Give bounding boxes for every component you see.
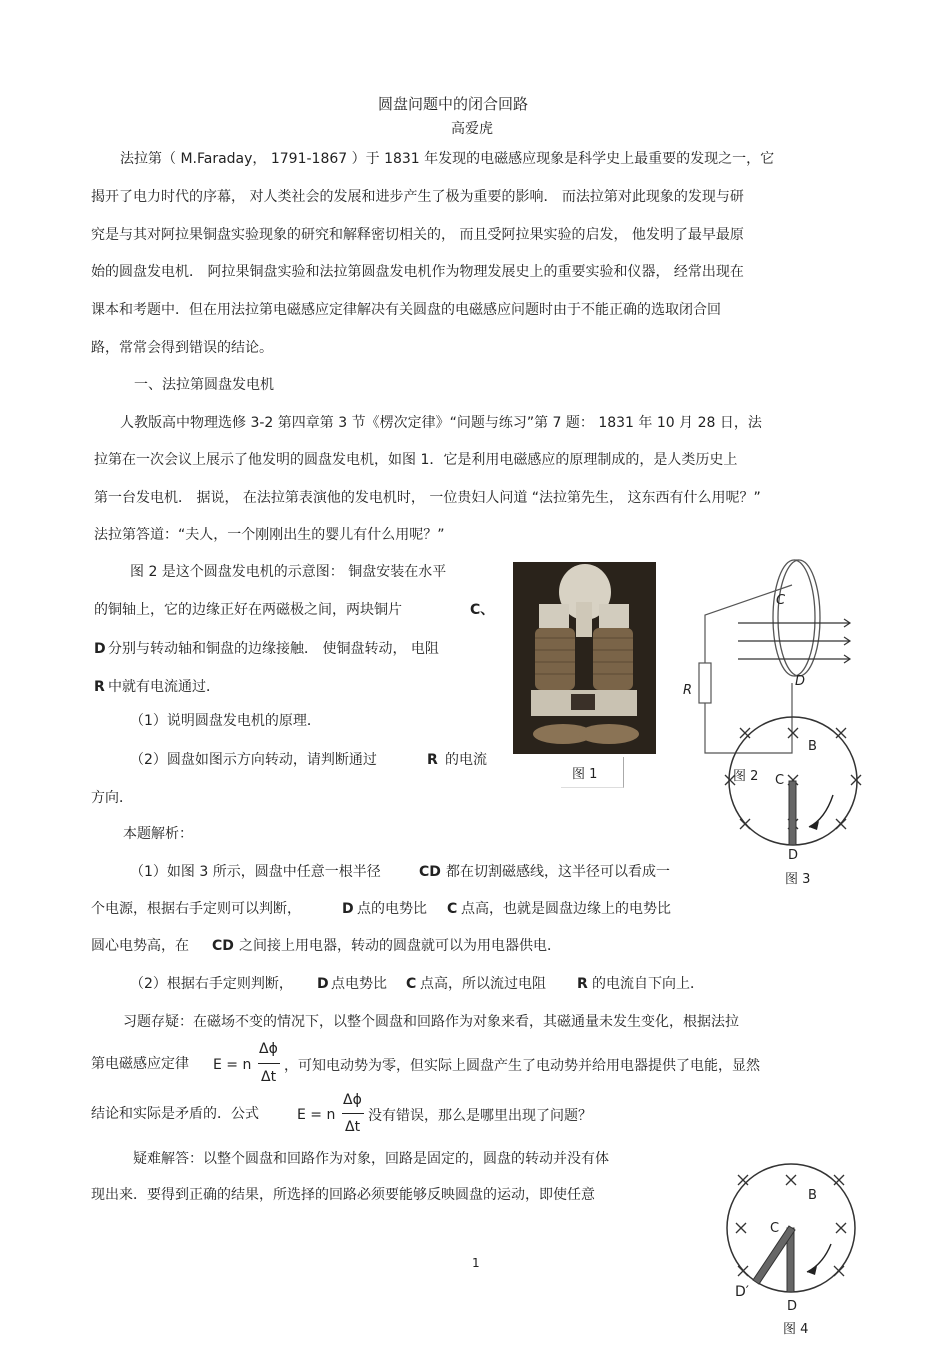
formula2-lhs: E = n [297, 1107, 336, 1123]
formula-lhs: E = n [213, 1057, 252, 1073]
doubt-line3b: 没有错误，那么是哪里出现了问题？ [368, 1108, 592, 1124]
analysis1-l3b: CD [212, 938, 234, 954]
para2-line1: 人教版高中物理选修 3-2 第四章第 3 节《楞次定律》“问题与练习”第 7 题： 1831 年 10 月 28 日，法 [120, 415, 762, 431]
doubt-line3a: 结论和实际是矛盾的．公式 [91, 1106, 259, 1122]
figure2-label-r: R [683, 683, 693, 698]
answer-line1: 疑难解答：以整个圆盘和回路作为对象，回路是固定的，圆盘的转动并没有体 [133, 1151, 609, 1167]
analysis1-l3c: 之间接上用电器，转动的圆盘就可以为用电器供电． [239, 938, 561, 954]
analysis2-c: 点电势比 [331, 976, 387, 992]
analysis2-e: 点高，所以流过电阻 [420, 976, 546, 992]
doubt-line2b: ，可知电动势为零，但实际上圆盘产生了电动势并给用电器提供了电能，显然 [284, 1058, 760, 1074]
para3-bold-d: D [94, 641, 106, 657]
figure4-label-c: C [770, 1221, 780, 1236]
figure4-label-d: D [787, 1299, 798, 1314]
analysis2-f: R [577, 976, 588, 992]
figure3-label-b: B [808, 739, 817, 754]
analysis2-a: （2）根据右手定则判断， [130, 976, 293, 992]
para2-line3: 第一台发电机． 据说， 在法拉第表演他的发电机时， 一位贵妇人问道 “法拉第先生， 这东西有什么用呢？” [94, 490, 761, 506]
doubt-line1: 习题存疑：在磁场不变的情况下，以整个圆盘和回路作为对象来看，其磁通量未发生变化，根据法拉 [123, 1014, 739, 1030]
section-heading: 一、法拉第圆盘发电机 [134, 377, 274, 393]
analysis2-g: 的电流自下向上． [592, 976, 704, 992]
figure3-label-d: D [788, 848, 799, 863]
figure2-label-d: D [795, 674, 806, 689]
para1-line1: 法拉第（ M.Faraday， 1791-1867 ）于 1831 年发现的电磁感应现象是科学史上最重要的发现之一，它 [120, 151, 775, 167]
para3-line4: 中就有电流通过． [108, 679, 220, 695]
analysis2-b: D [317, 976, 329, 992]
figure3-label-c: C [775, 773, 785, 788]
para2-line4: 法拉第答道：“夫人，一个刚刚出生的婴儿有什么用呢？” [94, 527, 445, 543]
doc-title: 圆盘问题中的闭合回路 [378, 95, 529, 113]
question-1: （1）说明圆盘发电机的原理． [130, 713, 321, 729]
para3-line2: 的铜轴上，它的边缘正好在两磁极之间，两块铜片 [94, 602, 402, 618]
formula-denominator: Δt [261, 1069, 277, 1085]
para3-line1: 图 2 是这个圆盘发电机的示意图： 铜盘安装在水平 [130, 564, 447, 580]
author: 高爱虎 [451, 121, 493, 137]
figure2-caption: 图 2 [733, 769, 759, 784]
question-2: （2）圆盘如图示方向转动，请判断通过 [130, 752, 377, 768]
analysis1-l2e: 点高，也就是圆盘边缘上的电势比 [461, 901, 671, 917]
analysis-label: 本题解析： [123, 826, 193, 842]
figure3-diagram [725, 725, 865, 865]
analysis2-d: C [406, 976, 417, 992]
para2-line2: 拉第在一次会议上展示了他发明的圆盘发电机，如图 1．它是利用电磁感应的原理制成的，是人类历史上 [94, 452, 738, 468]
question-2-tail: 的电流 [445, 752, 487, 768]
analysis1-l1a: （1）如图 3 所示，圆盘中任意一根半径 [130, 864, 381, 880]
question-2-r: R [427, 752, 438, 768]
para1-line4: 始的圆盘发电机． 阿拉果铜盘实验和法拉第圆盘发电机作为物理发展史上的重要实验和仪器， 经常出现在 [91, 264, 744, 280]
figure4-label-b: B [808, 1188, 817, 1203]
para1-line2: 揭开了电力时代的序幕， 对人类社会的发展和进步产生了极为重要的影响． 而法拉第对此现象的发现与研 [91, 189, 744, 205]
analysis1-l2d: C [447, 901, 458, 917]
analysis1-l2b: D [342, 901, 354, 917]
analysis1-l2c: 点的电势比 [357, 901, 427, 917]
analysis1-l2a: 个电源，根据右手定则可以判断， [91, 901, 301, 917]
para1-line3: 究是与其对阿拉果铜盘实验现象的研究和解释密切相关的， 而且受阿拉果实验的启发， 他发明了最早最原 [91, 227, 744, 243]
fraction-bar-2 [342, 1113, 364, 1114]
answer-line2: 现出来．要得到正确的结果，所选择的回路必须要能够反映圆盘的运动，即使任意 [91, 1187, 595, 1203]
figure2-label-c: C [776, 593, 786, 608]
figure1-caption: 图 1 [572, 767, 598, 782]
formula2-denominator: Δt [345, 1119, 361, 1135]
formula-numerator: Δϕ [259, 1041, 278, 1057]
figure4-caption: 图 4 [783, 1322, 809, 1337]
figure1-photo [513, 562, 656, 754]
doubt-line2a: 第电磁感应定律 [91, 1056, 189, 1072]
analysis1-l1b: CD [419, 864, 441, 880]
figure3-caption: 图 3 [785, 872, 811, 887]
figure4-label-dprime: D′ [735, 1284, 749, 1300]
para1-line6: 路，常常会得到错误的结论。 [91, 340, 273, 356]
formula2-numerator: Δϕ [343, 1092, 362, 1108]
analysis1-l3a: 圆心电势高，在 [91, 938, 189, 954]
page-number: 1 [472, 1256, 480, 1270]
question-2-line2: 方向． [91, 790, 133, 806]
analysis1-l1c: 都在切割磁感线，这半径可以看成一 [446, 864, 670, 880]
para3-line3: 分别与转动轴和铜盘的边缘接触． 使铜盘转动， 电阻 [108, 641, 439, 657]
para3-bold-r: R [94, 679, 105, 695]
para3-bold-cd: C、 [470, 602, 495, 618]
para1-line5: 课本和考题中．但在用法拉第电磁感应定律解决有关圆盘的电磁感应问题时由于不能正确的选取闭合回 [91, 302, 721, 318]
fraction-bar [258, 1063, 280, 1064]
